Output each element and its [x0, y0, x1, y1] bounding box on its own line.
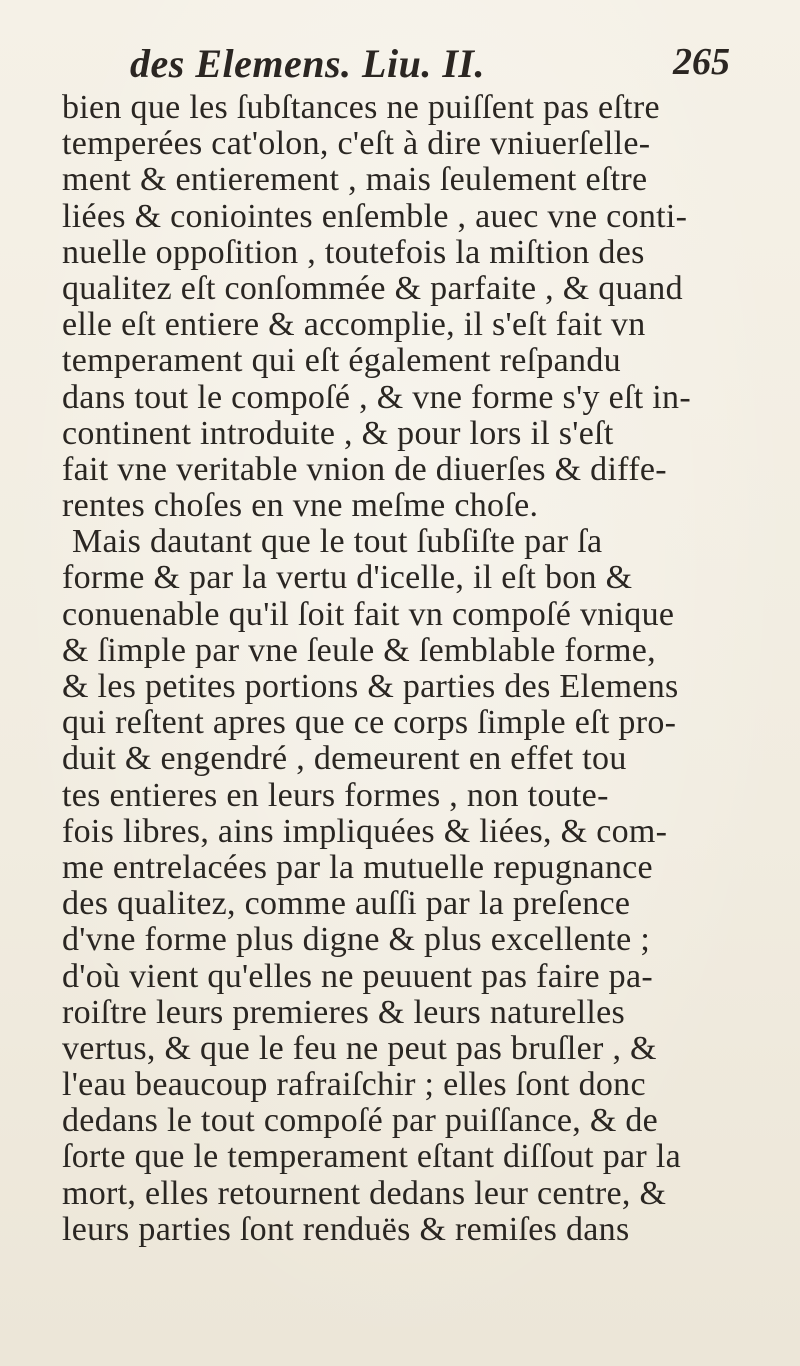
- text-line: forme & par la vertu d'icelle, il eſt bon &: [62, 559, 633, 597]
- text-line: nuelle oppoſition , toutefois la miſtion des: [62, 233, 645, 271]
- text-line: continent introduite , & pour lors il s'eſt: [62, 414, 614, 452]
- page-number: 265: [673, 41, 730, 83]
- text-line: dedans le tout compoſé par puiſſance, & de: [62, 1102, 659, 1140]
- page-header: [130, 40, 730, 90]
- body-text: [62, 90, 742, 1248]
- text-line: temperament qui eſt également reſpandu: [62, 342, 621, 380]
- text-line: qualitez eſt conſommée & parfaite , & quand: [62, 269, 683, 307]
- text-line: liées & coniointes enſemble , auec vne conti-: [62, 197, 688, 235]
- text-line: duit & engendré , demeurent en effet tou: [62, 740, 627, 778]
- text-line: vertus, & que le feu ne peut pas bruſler , &: [62, 1029, 657, 1067]
- text-line: me entrelacées par la mutuelle repugnance: [62, 848, 653, 886]
- text-line: ment & entierement , mais ſeulement eſtre: [62, 161, 648, 199]
- text-line: leurs parties ſont renduës & remiſes dans: [62, 1210, 630, 1248]
- text-line: bien que les ſubſtances ne puiſſent pas eſtre: [62, 89, 660, 126]
- text-line: tes entieres en leurs formes , non toute-: [62, 776, 609, 814]
- text-line: mort, elles retournent dedans leur centre, &: [62, 1174, 667, 1212]
- text-line: elle eſt entiere & accomplie, il s'eſt fait vn: [62, 306, 646, 344]
- text-line: qui reſtent apres que ce corps ſimple eſt pro-: [62, 704, 677, 742]
- text-line: fois libres, ains impliquées & liées, & com-: [62, 812, 668, 850]
- text-line: rentes choſes en vne meſme choſe.: [62, 487, 539, 525]
- text-line: ſorte que le temperament eſtant diſſout par la: [62, 1138, 681, 1176]
- text-line: l'eau beaucoup rafraiſchir ; elles ſont donc: [62, 1066, 646, 1104]
- text-line: & les petites portions & parties des Elemens: [62, 668, 679, 705]
- text-line: & ſimple par vne ſeule & ſemblable forme,: [62, 631, 656, 669]
- paragraph-start-line: Mais dautant que le tout ſubſiſte par ſa: [72, 523, 603, 561]
- running-title: des Elemens. Liu. II.: [130, 41, 485, 86]
- text-line: d'où vient qu'elles ne peuuent pas faire pa-: [62, 957, 653, 995]
- text-line: des qualitez, comme auſſi par la preſence: [62, 885, 631, 923]
- text-line: dans tout le compoſé , & vne forme s'y eſt in-: [62, 378, 691, 416]
- text-line: d'vne forme plus digne & plus excellente ;: [62, 921, 651, 959]
- text-line: conuenable qu'il ſoit fait vn compoſé vnique: [62, 595, 675, 633]
- text-line: roiſtre leurs premieres & leurs naturelles: [62, 993, 626, 1031]
- text-line: fait vne veritable vnion de diuerſes & diffe-: [62, 450, 667, 488]
- text-line: temperées cat'olon, c'eſt à dire vniuerſelle-: [62, 125, 651, 163]
